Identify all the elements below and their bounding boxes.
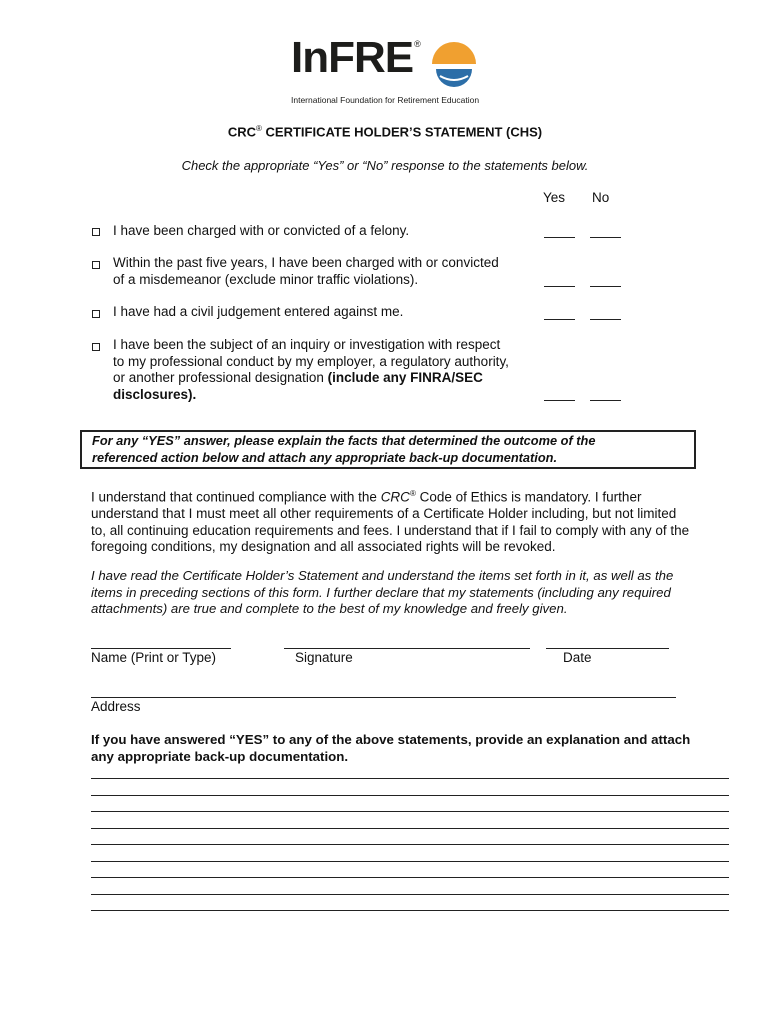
statement-3 <box>113 304 533 321</box>
name-label: Name (Print or Type) <box>91 650 217 665</box>
statement-2-line-1: Within the past five years, I have been charged with or convicted <box>113 255 499 270</box>
explanation-prompt: If you have answered “YES” to any of the above statements, provide an explanation and attach any appropriate back-up documentation. <box>91 732 691 764</box>
statement-4-bold-2: disclosures). <box>113 386 197 402</box>
compliance-registered-mark: ® <box>409 489 416 498</box>
address-label: Address <box>91 699 141 714</box>
statement-2-yes-blank[interactable] <box>544 286 575 287</box>
checkbox-statement-3[interactable] <box>92 310 100 318</box>
statement-3-no-blank[interactable] <box>590 319 621 320</box>
yes-explanation-notice <box>80 430 696 469</box>
statement-4-line-3 <box>113 370 533 387</box>
statement-4-line-1: I have been the subject of an inquiry or investigation with respect <box>113 337 501 352</box>
explanation-line[interactable] <box>91 877 729 878</box>
yes-notice-line-1: For any “YES” answer, please explain the facts that determined the outcome of the <box>92 433 596 448</box>
title-registered-mark: ® <box>256 124 262 133</box>
yes-column-header: Yes <box>543 190 566 205</box>
address-line[interactable] <box>91 697 676 698</box>
compliance-text-1: I understand that continued compliance with the <box>91 489 381 505</box>
statement-3-line-1: I have had a civil judgement entered against me. <box>113 304 404 319</box>
statement-1 <box>113 223 533 240</box>
document-title <box>0 124 770 139</box>
statement-4-bold-1: (include any FINRA/SEC <box>327 370 483 385</box>
signature-line[interactable] <box>284 648 530 649</box>
explanation-line[interactable] <box>91 861 729 862</box>
statement-2-no-blank[interactable] <box>590 286 621 287</box>
statement-2 <box>113 255 533 288</box>
logo-registered-mark: ® <box>414 39 420 49</box>
statement-1-line-1: I have been charged with or convicted of a felony. <box>113 223 410 238</box>
title-main: CERTIFICATE HOLDER’S STATEMENT (CHS) <box>261 124 543 140</box>
statement-4-line-4 <box>113 387 533 404</box>
statement-2-line-2: of a misdemeanor (exclude minor traffic violations). <box>113 271 419 287</box>
explanation-line[interactable] <box>91 778 729 779</box>
statement-1-no-blank[interactable] <box>590 237 621 238</box>
compliance-paragraph <box>91 486 691 556</box>
statement-4-yes-blank[interactable] <box>544 400 575 401</box>
statement-3-yes-blank[interactable] <box>544 319 575 320</box>
logo-wordmark <box>291 33 420 82</box>
explanation-line[interactable] <box>91 894 729 895</box>
explanation-line[interactable] <box>91 844 729 845</box>
statement-4-line-2: to my professional conduct by my employer, a regulatory authority, <box>113 353 509 369</box>
checkbox-statement-4[interactable] <box>92 343 100 351</box>
logo-wordmark-text: InFRE <box>291 33 414 82</box>
statement-1-yes-blank[interactable] <box>544 237 575 238</box>
compliance-crc: CRC <box>380 489 410 505</box>
explanation-line[interactable] <box>91 811 729 812</box>
explanation-line[interactable] <box>91 795 729 796</box>
statement-4 <box>113 337 533 403</box>
declaration-paragraph: I have read the Certificate Holder’s Statement and understand the items set forth in it, as well as the items in preceding sections of this form. I further declare that my statements (including any required attachments) are true and complete to the best of my knowledge and freely given. <box>91 568 674 616</box>
logo-tagline: International Foundation for Retirement Education <box>291 95 480 105</box>
date-line[interactable] <box>546 648 669 649</box>
instruction-text: Check the appropriate “Yes” or “No” response to the statements below. <box>181 158 589 173</box>
statement-4-no-blank[interactable] <box>590 400 621 401</box>
signature-label: Signature <box>295 650 353 665</box>
compliance-text-2: Code of Ethics is mandatory. I further understand that I must meet all other requirements of a Certificate Holder including, but not limited to, all continuing education requirements and fees. I understand that if I fail to comply with any of the foregoing conditions, my designation and all associated rights will be revoked. <box>91 489 690 554</box>
yes-notice-line-2: referenced action below and attach any appropriate back-up documentation. <box>92 449 558 465</box>
date-label: Date <box>563 650 592 665</box>
statement-4-line-3-text: or another professional designation <box>113 370 328 385</box>
globe-icon <box>428 40 480 92</box>
name-line[interactable] <box>91 648 231 649</box>
explanation-line[interactable] <box>91 910 729 911</box>
checkbox-statement-2[interactable] <box>92 261 100 269</box>
no-column-header: No <box>592 190 610 205</box>
checkbox-statement-1[interactable] <box>92 228 100 236</box>
title-crc: CRC <box>227 124 257 140</box>
explanation-line[interactable] <box>91 828 729 829</box>
